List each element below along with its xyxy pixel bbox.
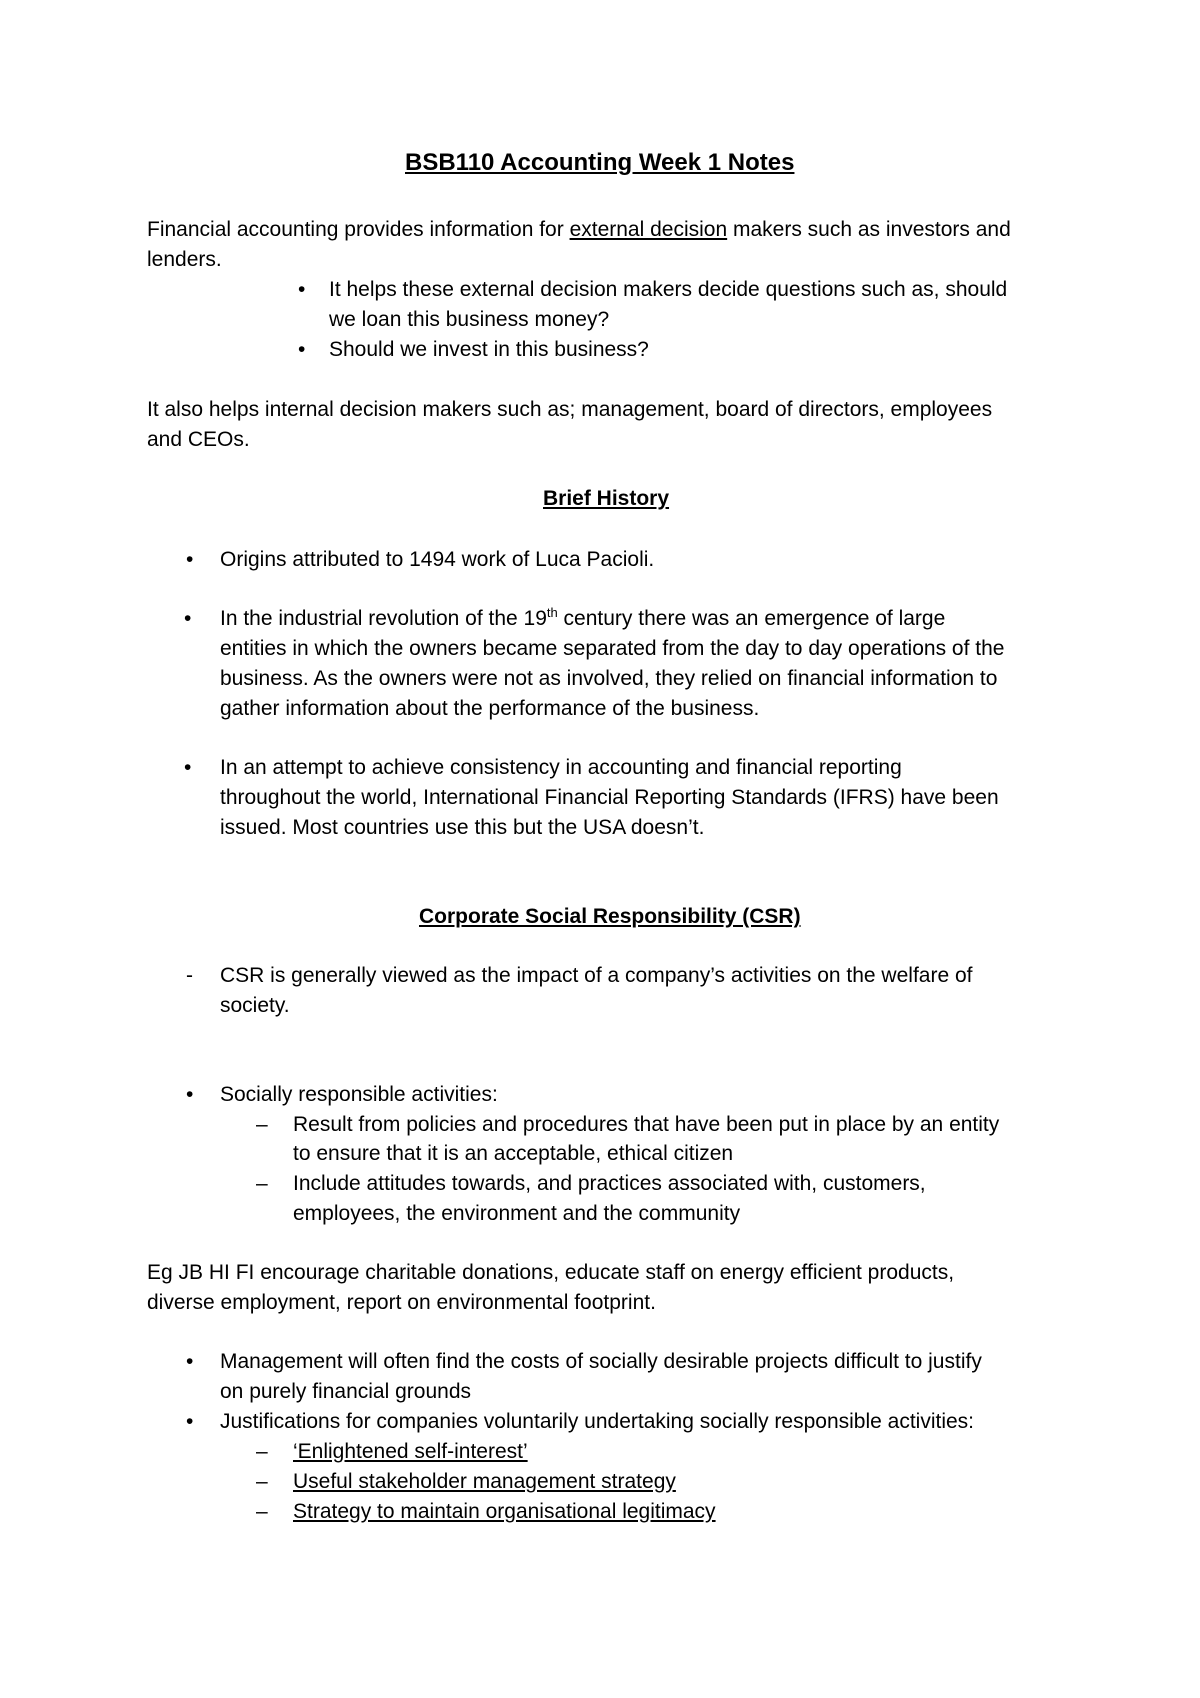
- intro-line-1: [147, 215, 1011, 245]
- history-heading: Brief History: [543, 487, 670, 510]
- csr-activities-label: Socially responsible activities:: [220, 1083, 498, 1106]
- csr-management-line-1: Management will often find the costs of socially desirable projects difficult to justify: [220, 1350, 982, 1373]
- csr-definition-line-1: CSR is generally viewed as the impact of a company’s activities on the welfare of: [220, 964, 973, 987]
- history-item-2-line-3: business. As the owners were not as involved, they relied on financial information to: [220, 667, 998, 690]
- dash-marker: –: [256, 1440, 268, 1463]
- bullet-marker: •: [186, 1350, 194, 1373]
- bullet-marker: •: [186, 548, 194, 571]
- internal-line-2: and CEOs.: [147, 428, 250, 451]
- csr-activities-sub-1-line-1: Result from policies and procedures that have been put in place by an entity: [293, 1113, 1000, 1136]
- history-item-2-line-4: gather information about the performance of the business.: [220, 697, 760, 720]
- history-item-1: Origins attributed to 1494 work of Luca Pacioli.: [220, 548, 655, 571]
- csr-activities-sub-2-line-1: Include attitudes towards, and practices associated with, customers,: [293, 1172, 926, 1195]
- csr-activities-sub-2-line-2: employees, the environment and the community: [293, 1202, 741, 1225]
- bullet-marker: •: [298, 278, 306, 301]
- history-item-2-text-pre: In the industrial revolution of the 19: [220, 607, 547, 630]
- intro-text-underlined: external decision: [569, 218, 728, 241]
- intro-bullet-1-line-2: we loan this business money?: [329, 308, 610, 331]
- history-item-2-line-2: entities in which the owners became separated from the day to day operations of the: [220, 637, 1005, 660]
- csr-example-line-2: diverse employment, report on environmental footprint.: [147, 1291, 656, 1314]
- csr-justification-item-2: Useful stakeholder management strategy: [293, 1470, 676, 1493]
- dash-marker: –: [256, 1113, 268, 1136]
- bullet-marker: •: [184, 756, 192, 779]
- intro-bullet-1-line-1: It helps these external decision makers decide questions such as, should: [329, 278, 1008, 301]
- history-item-2-line-1: [220, 604, 945, 634]
- csr-justification-item-1: ‘Enlightened self-interest’: [293, 1440, 528, 1463]
- csr-example-line-1: Eg JB HI FI encourage charitable donations, educate staff on energy efficient products,: [147, 1261, 955, 1284]
- superscript-th: th: [546, 605, 558, 620]
- bullet-marker: •: [186, 1083, 194, 1106]
- dash-marker: -: [186, 964, 193, 987]
- csr-activities-sub-1-line-2: to ensure that it is an acceptable, ethical citizen: [293, 1142, 734, 1165]
- bullet-marker: •: [298, 338, 306, 361]
- intro-line-2: lenders.: [147, 248, 222, 271]
- dash-marker: –: [256, 1500, 268, 1523]
- intro-text-post: makers such as investors and: [727, 218, 1011, 241]
- document-title: BSB110 Accounting Week 1 Notes: [405, 149, 795, 176]
- intro-text-pre: Financial accounting provides information for: [147, 218, 570, 241]
- csr-justifications-label: Justifications for companies voluntarily undertaking socially responsible activities:: [220, 1410, 975, 1433]
- csr-justification-item-3: Strategy to maintain organisational legitimacy: [293, 1500, 716, 1523]
- dash-marker: –: [256, 1470, 268, 1493]
- bullet-marker: •: [186, 1410, 194, 1433]
- history-item-3-line-1: In an attempt to achieve consistency in accounting and financial reporting: [220, 756, 902, 779]
- csr-definition-line-2: society.: [220, 994, 290, 1017]
- history-item-3-line-2: throughout the world, International Financial Reporting Standards (IFRS) have been: [220, 786, 999, 809]
- internal-line-1: It also helps internal decision makers such as; management, board of directors, employees: [147, 398, 993, 421]
- history-item-3-line-3: issued. Most countries use this but the USA doesn’t.: [220, 816, 705, 839]
- csr-heading: Corporate Social Responsibility (CSR): [419, 905, 801, 928]
- dash-marker: –: [256, 1172, 268, 1195]
- history-item-2-text-post: century there was an emergence of large: [557, 607, 946, 630]
- intro-bullet-2: Should we invest in this business?: [329, 338, 649, 361]
- csr-management-line-2: on purely financial grounds: [220, 1380, 471, 1403]
- bullet-marker: •: [184, 607, 192, 630]
